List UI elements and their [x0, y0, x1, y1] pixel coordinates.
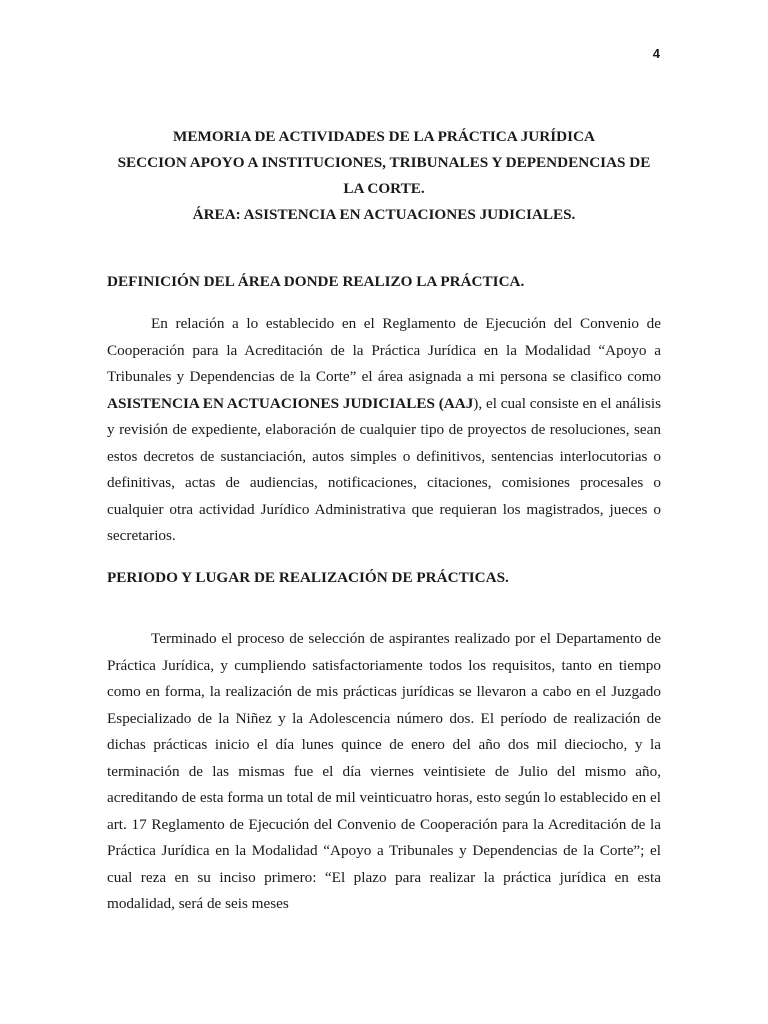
paragraph-bold-text: ASISTENCIA EN ACTUACIONES JUDICIALES (AAJ: [107, 394, 474, 412]
paragraph-text: ), el cual consiste en el análisis y revisión de expediente, elaboración de cualquier tipo de proyectos de resoluciones, sean estos decretos de sustanciación, autos simples o definitivos, sentencias interlocutorias o definitivas, actas de audiencias, notificaciones, citaciones, comisiones procesales o cualquier otra actividad Jurídico Administrativa que requieran los magistrados, jueces o secretarios.: [107, 394, 661, 544]
document-title: [107, 124, 661, 228]
paragraph-definicion: [107, 311, 661, 550]
section-heading-definicion: DEFINICIÓN DEL ÁREA DONDE REALIZO LA PRÁCTICA.: [107, 273, 525, 290]
title-line-3: LA CORTE.: [343, 180, 425, 197]
paragraph-text: En relación a lo establecido en el Reglamento de Ejecución del Convenio de Cooperación para la Acreditación de la Práctica Jurídica en la Modalidad “Apoyo a Tribunales y Dependencias de la Corte” el área asignada a mi persona se clasifico como: [107, 315, 661, 385]
paragraph-periodo: Terminado el proceso de selección de aspirantes realizado por el Departamento de Práctica Jurídica, y cumpliendo satisfactoriamente todos los requisitos, tanto en tiempo como en forma, la realización de mis prácticas jurídicas se llevaron a cabo en el Juzgado Especializado de la Niñez y la Adolescencia número dos. El período de realización de dichas prácticas inicio el día lunes quince de enero del año dos mil dieciocho, y la terminación de las mismas fue el día viernes veintisiete de Julio del mismo año, acreditando de esta forma un total de mil veinticuatro horas, esto según lo establecido en el art. 17 Reglamento de Ejecución del Convenio de Cooperación para la Acreditación de la Práctica Jurídica en la Modalidad “Apoyo a Tribunales y Dependencias de la Corte”; el cual reza en su inciso primero: “El plazo para realizar la práctica jurídica en esta modalidad, será de seis meses: [107, 630, 661, 912]
title-line-2: SECCION APOYO A INSTITUCIONES, TRIBUNALES Y DEPENDENCIAS DE: [117, 154, 651, 171]
section-heading-periodo: PERIODO Y LUGAR DE REALIZACIÓN DE PRÁCTICAS.: [107, 569, 509, 586]
title-line-1: MEMORIA DE ACTIVIDADES DE LA PRÁCTICA JURÍDICA: [173, 128, 595, 145]
title-line-4: ÁREA: ASISTENCIA EN ACTUACIONES JUDICIALES.: [192, 206, 576, 223]
page-number: 4: [652, 46, 660, 61]
